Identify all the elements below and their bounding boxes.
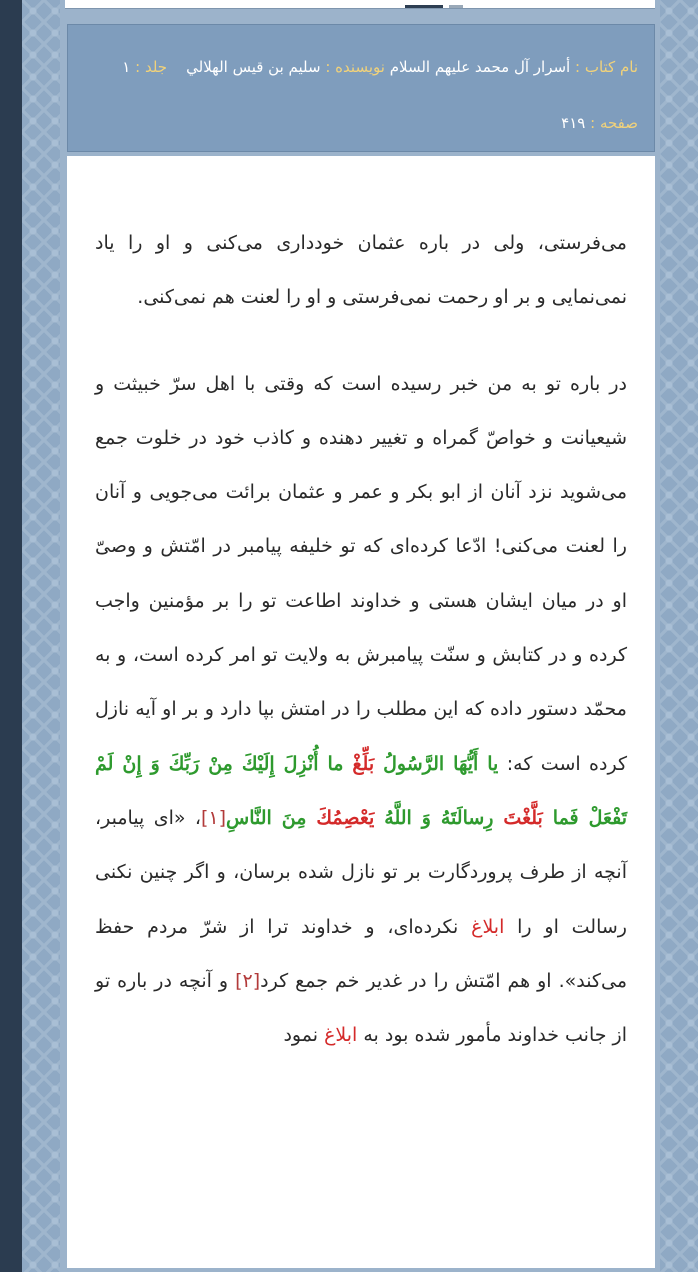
paragraph-2 [67,357,655,1063]
highlighted-word-2: ابلاغ [324,1024,358,1047]
page-edge-mark [405,5,443,8]
author-name[interactable]: سلیم بن قیس الهلالي [186,58,321,76]
author-label: نويسنده : [325,58,385,76]
paragraph-2-final: نمود [283,1024,319,1047]
book-info-line [84,39,638,95]
verse-highlight: یَعْصِمُكَ [316,806,375,829]
verse-highlight: بَلَّغْتَ [503,806,543,829]
page-body [67,156,655,1268]
paragraph-2-translation: ، «ای پیامبر، آنچه از طرف پروردگارت بر تو نازل شده برسان، و اگر چنین نکنی رسالت او را [95,806,627,938]
paragraph-2-ending: و آنچه در باره تو از جانب خداوند مأمور شده بود به [95,969,627,1047]
verse-part: یا أَیُّهَا الرَّسُولُ [383,752,499,775]
paragraph-2-continuation: نکرده‌ای، و خداوند ترا از شرّ مردم حفظ می‌کند». او هم امّتش را در غدیر خم جمع کرد [95,915,627,992]
paragraph-1: می‌فرستی، ولی در باره عثمان خودداری می‌کنی و او را یاد نمی‌نمایی و بر او رحمت نمی‌فرستی و او را لعنت هم نمی‌کنی. [95,232,627,309]
right-ornament-border [658,0,698,1272]
book-label: نام کتاب : [575,58,638,76]
verse-part: مِنَ النَّاسِ [226,806,307,829]
book-title[interactable]: أسرار آل محمد عليهم السلام [389,58,571,76]
previous-page-edge [65,0,655,9]
left-dark-rail [0,0,22,1272]
footnote-link-2[interactable]: [۲] [235,969,261,992]
page-label: صفحه : [590,114,638,132]
paragraph-2-text: در باره تو به من خبر رسیده است که وقتی با اهل سرّ خبیثت و شیعیانت و خواصّ گمراه و تغییر دهنده و کاذب خود در خلوت جمع می‌شوید نزد آنان از ابو بکر و عمر و عثمان برائت می‌جویی و آنان را لعنت می‌کنی! ادّعا کرده‌ای که تو خلیفه پیامبر در امّتش و وصیّ او در میان ایشان هستی و خداوند اطاعت تو را بر مؤمنین واجب کرده و در کتابش و سنّت پیامبرش به ولایت تو امر کرده است، و به محمّد دستور داده که این مطلب را در امتش بپا دارد و بر او آیه نازل کرده است که: [95,372,628,775]
page-edge-mark [449,5,463,8]
left-ornament-border [22,0,60,1272]
volume-label: جلد : [135,58,168,76]
highlighted-word: ابلاغ [471,915,505,938]
footnote-link-1[interactable]: [۱] [200,806,227,829]
verse-part: رِسالَتَهُ وَ اللَّهُ [384,806,494,829]
page-info-line [84,95,638,151]
verse-highlight: بَلِّغْ [352,752,375,775]
verse-part: ما أُنْزِلَ إِلَیْكَ مِنْ رَبِّكَ وَ إِنْ لَمْ تَفْعَلْ فَما [95,752,628,829]
book-info-header [67,24,655,152]
volume-number: ۱ [122,58,131,76]
page-number: ۴۱۹ [561,114,586,132]
